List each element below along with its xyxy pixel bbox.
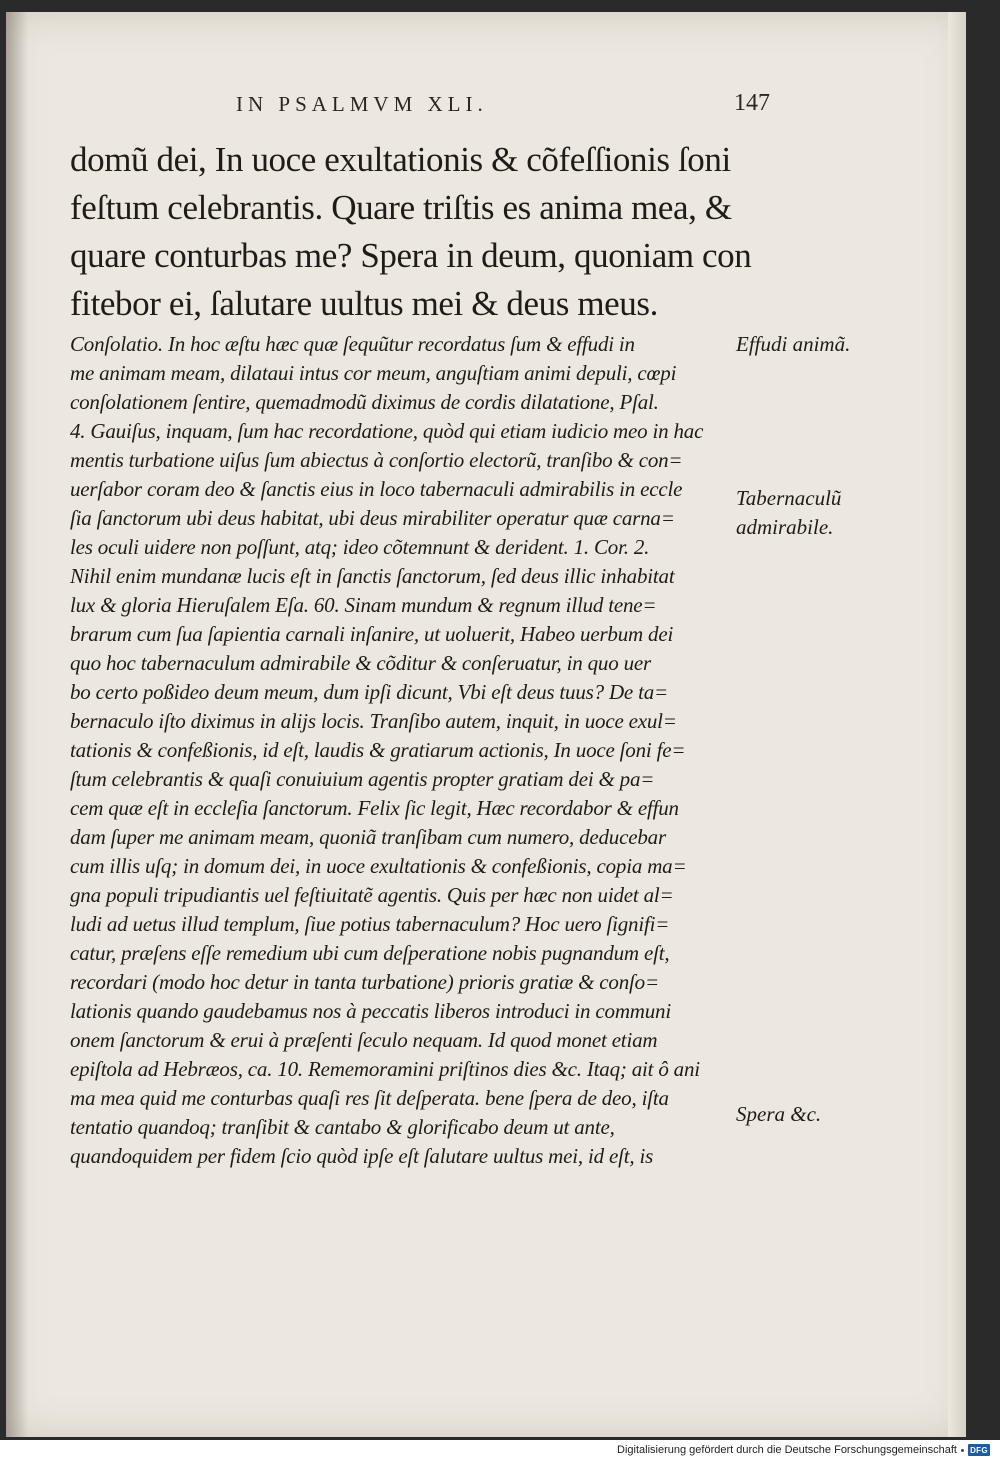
commentary-line: epiſtola ad Hebræos, ca. 10. Rememoramini priſtinos dies &c. Itaq; ait ô ani [70,1057,700,1081]
margin-note: admirabile. [736,515,834,539]
commentary-line: me animam meam, dilataui intus cor meum, anguſtiam animi depuli, cœpi [70,361,677,385]
psalm-line: feſtum celebrantis. Quare triſtis es anima mea, & [70,188,732,227]
commentary-line: catur, præſens eſſe remedium ubi cum deſperatione nobis pugnandum eſt, [70,941,670,965]
commentary-line: cem quæ eſt in eccleſia ſanctorum. Felix ſic legit, Hæc recordabor & effun [70,796,679,820]
commentary-line: les oculi uidere non poſſunt, atq; ideo cõtemnunt & derident. 1. Cor. 2. [70,535,650,559]
commentary-line: uerſabor coram deo & ſanctis eius in loco tabernaculi admirabilis in eccle [70,477,683,501]
commentary-line: gna populi tripudiantis uel feſtiuitatẽ agentis. Quis per hæc non uidet al= [70,883,674,907]
commentary-line: 4. Gauiſus, inquam, ſum hac recordatione, quòd qui etiam iudicio meo in hac [70,419,704,443]
commentary-line: ludi ad uetus illud templum, ſiue potius tabernaculum? Hoc uero ſignifi= [70,912,670,936]
commentary-line: ma mea quid me conturbas quaſi res ſit deſperata. bene ſpera de deo, iſta [70,1086,669,1110]
commentary-line: recordari (modo hoc detur in tanta turbatione) prioris gratiæ & conſo= [70,970,659,994]
commentary-line: tationis & confeßionis, id eſt, laudis & gratiarum actionis, In uoce ſoni fe= [70,738,686,762]
commentary-line: Nihil enim mundanæ lucis eſt in ſanctis ſanctorum, ſed deus illic inhabitat [70,564,675,588]
commentary-line: mentis turbatione uiſus ſum abiectus à conſortio electorũ, tranſibo & con= [70,448,683,472]
page-number: 147 [734,90,770,116]
commentary-line: quo hoc tabernaculum admirabile & cõditur & conſeruatur, in quo uer [70,651,651,675]
margin-note: Spera &c. [736,1102,822,1126]
margin-note: Effudi animã. [736,332,851,356]
footer-credit: Digitalisierung gefördert durch die Deutsche Forschungsgemeinschaft [617,1444,957,1456]
commentary-line: brarum cum ſua ſapientia carnali inſanire, ut uoluerit, Habeo uerbum dei [70,622,674,646]
commentary-line: bernaculo iſto diximus in alijs locis. Tranſibo autem, inquit, in uoce exul= [70,709,677,733]
commentary-line: ſtum celebrantis & quaſi conuiuium agentis propter gratiam dei & pa= [70,767,655,791]
commentary-line: lationis quando gaudebamus nos à peccatis liberos introduci in communi [70,999,671,1023]
page-edge [948,12,966,1437]
commentary-line: onem ſanctorum & erui à præſenti ſeculo nequam. Id quod monet etiam [70,1028,658,1052]
commentary-line: dam ſuper me animam meam, quoniã tranſibam cum numero, deducebar [70,825,666,849]
dfg-logo-icon: DFG [968,1444,990,1456]
commentary-line: tentatio quandoq; tranſibit & cantabo & glorificabo deum ut ante, [70,1115,615,1139]
commentary-line: conſolationem ſentire, quemadmodũ diximus de cordis dilatatione, Pſal. [70,390,659,414]
footer [617,1444,990,1456]
commentary-line: cum illis uſq; in domum dei, in uoce exultationis & confeßionis, copia ma= [70,854,687,878]
gutter-shadow [6,12,28,1437]
psalm-line: fitebor ei, ſalutare uultus mei & deus meus. [70,284,658,323]
commentary-line: quandoquidem per fidem ſcio quòd ipſe eſt ſalutare uultus mei, id eſt, is [70,1144,654,1168]
commentary-line: Conſolatio. In hoc æſtu hæc quæ ſequũtur recordatus ſum & effudi in [70,332,635,356]
running-head: IN PSALMVM XLI. [236,92,488,116]
margin-note: Tabernaculũ [736,486,842,510]
footer-separator [961,1449,964,1452]
commentary-line: bo certo poßideo deum meum, dum ipſi dicunt, Vbi eſt deus tuus? De ta= [70,680,668,704]
commentary-line: ſia ſanctorum ubi deus habitat, ubi deus mirabiliter operatur quæ carna= [70,506,675,530]
commentary-line: lux & gloria Hieruſalem Eſa. 60. Sinam mundum & regnum illud tene= [70,593,657,617]
psalm-line: quare conturbas me? Spera in deum, quoniam con [70,236,752,275]
psalm-line: domũ dei, In uoce exultationis & cõfeſſionis ſoni [70,140,731,179]
